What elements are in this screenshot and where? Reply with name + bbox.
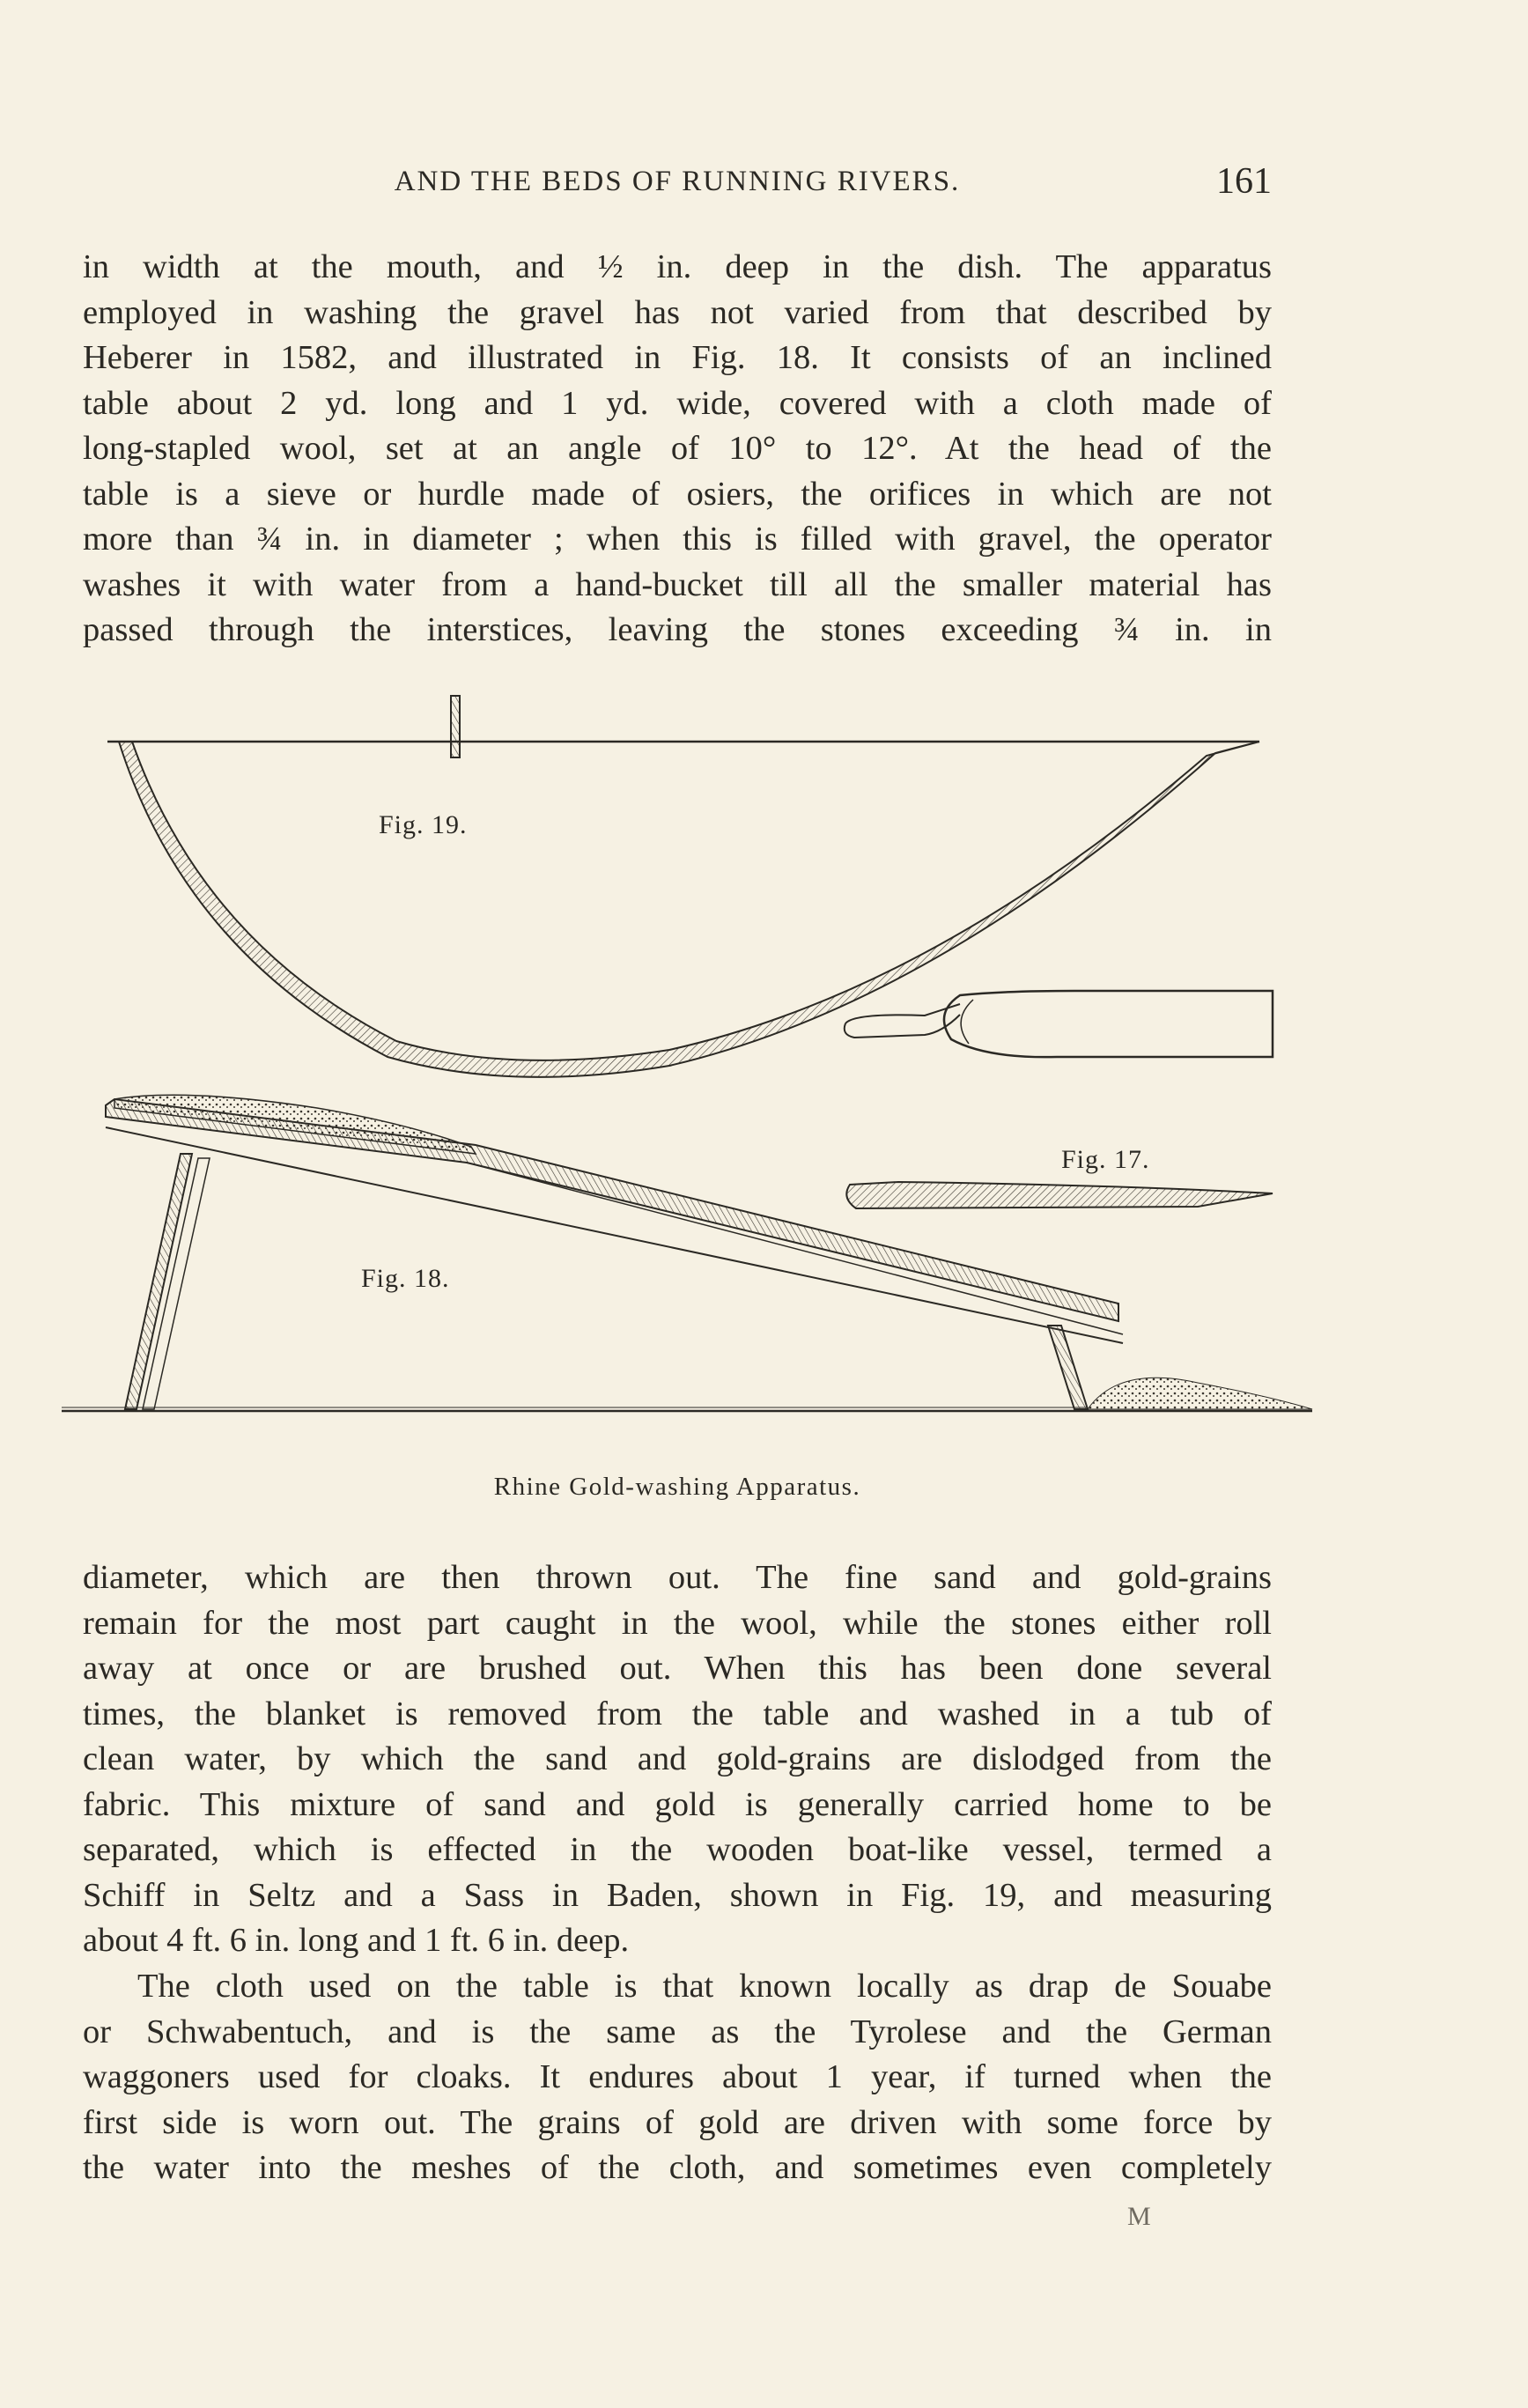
text-line: first side is worn out. The grains of gold are driven with some force by <box>83 2103 1272 2141</box>
running-head <box>83 161 1272 210</box>
text-line: remain for the most part caught in the wool, while the stones either roll <box>83 1604 1272 1642</box>
figure-caption: Rhine Gold-washing Apparatus. <box>493 1473 861 1501</box>
text-line: table about 2 yd. long and 1 yd. wide, covered with a cloth made of <box>83 384 1272 422</box>
text-line: waggoners used for cloaks. It endures about 1 year, if turned when the <box>83 2058 1272 2095</box>
fig18-label: Fig. 18. <box>361 1264 450 1293</box>
text-line: fabric. This mixture of sand and gold is generally carried home to be <box>83 1785 1272 1823</box>
text-line: separated, which is effected in the wooden boat-like vessel, termed a <box>83 1831 1272 1868</box>
text-line: Heberer in 1582, and illustrated in Fig. 18. It consists of an inclined <box>83 339 1272 376</box>
text-line: the water into the meshes of the cloth, and sometimes even completely <box>83 2149 1272 2186</box>
text-line: diameter, which are then thrown out. The fine sand and gold-grains <box>83 1559 1272 1596</box>
text-line: The cloth used on the table is that known locally as drap de Souabe <box>137 1968 1272 2005</box>
text-line: about 4 ft. 6 in. long and 1 ft. 6 in. deep. <box>83 1922 630 1959</box>
text-line: or Schwabentuch, and is the same as the Tyrolese and the German <box>83 2013 1272 2050</box>
fig19-label: Fig. 19. <box>379 810 468 839</box>
text-line: times, the blanket is removed from the table and washed in a tub of <box>83 1695 1272 1732</box>
fig18-table-drawing <box>62 1095 1312 1411</box>
fig19-vessel-drawing <box>107 696 1259 1077</box>
paragraph-2 <box>83 1555 1272 1964</box>
text-line: employed in washing the gravel has not varied from that described by <box>83 293 1272 331</box>
text-line: in width at the mouth, and ½ in. deep in the dish. The apparatus <box>83 248 1272 285</box>
gold-washing-illustration <box>53 687 1321 1444</box>
text-line: long-stapled wool, set at an angle of 10° to 12°. At the head of the <box>83 430 1272 467</box>
text-line: away at once or are brushed out. When this has been done several <box>83 1650 1272 1687</box>
text-line: Schiff in Seltz and a Sass in Baden, shown in Fig. 19, and measuring <box>83 1876 1272 1914</box>
page-number: 161 <box>1216 161 1272 202</box>
paragraph-1 <box>83 245 1272 654</box>
running-title: AND THE BEDS OF RUNNING RIVERS. <box>394 166 961 197</box>
text-line: passed through the interstices, leaving the stones exceeding ¾ in. in <box>83 611 1272 648</box>
fig17-label: Fig. 17. <box>1061 1145 1150 1174</box>
paragraph-3 <box>83 1964 1272 2191</box>
text-line: clean water, by which the sand and gold-grains are dislodged from the <box>83 1740 1272 1777</box>
text-line: washes it with water from a hand-bucket till all the smaller material has <box>83 565 1272 603</box>
signature-mark: M <box>1127 2202 1151 2231</box>
fig17-pan-drawing <box>845 991 1273 1208</box>
text-line: table is a sieve or hurdle made of osiers, the orifices in which are not <box>83 475 1272 513</box>
gold-washing-figure <box>53 687 1321 1444</box>
text-line: more than ¾ in. in diameter ; when this is filled with gravel, the operator <box>83 521 1272 558</box>
